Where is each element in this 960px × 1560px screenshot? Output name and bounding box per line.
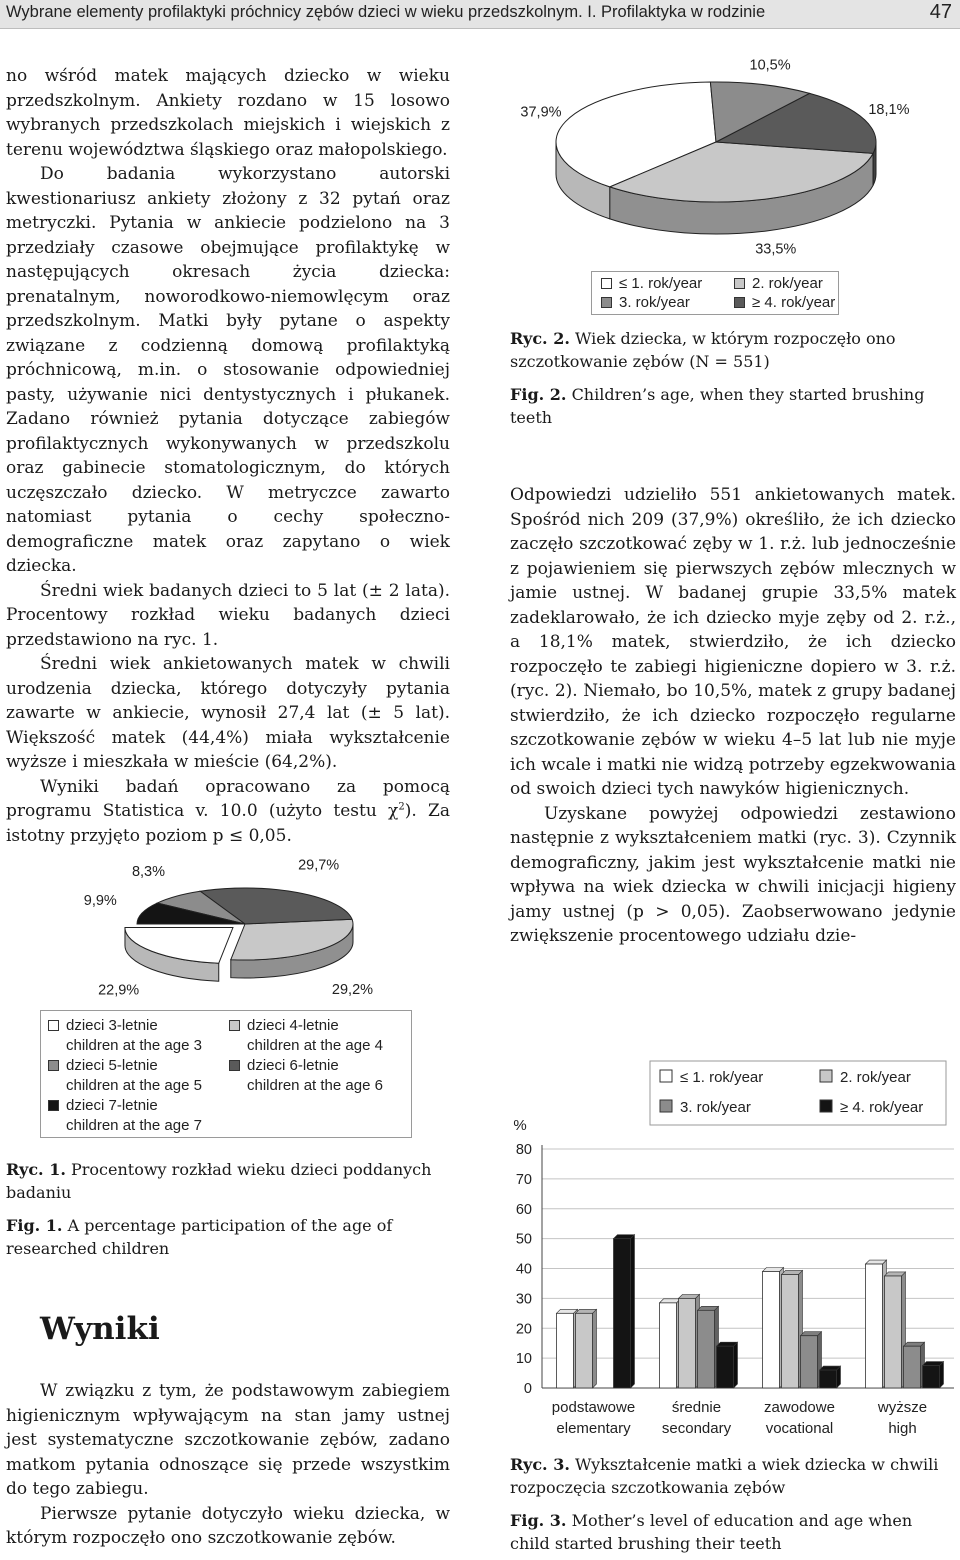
bar-side: [734, 1342, 738, 1388]
x-tick-label: vocational: [765, 1420, 834, 1437]
bar: [885, 1276, 902, 1388]
y-tick-label: 20: [515, 1321, 532, 1338]
age-distribution-pie-chart: [40, 857, 460, 1016]
legend-swatch: [601, 297, 612, 308]
results-text: [6, 1379, 450, 1551]
pie-value-label: 9,9%: [83, 892, 117, 909]
bar: [866, 1264, 883, 1388]
pie-value-label: 18,1%: [868, 102, 910, 119]
bar-legend-swatch: [660, 1100, 672, 1112]
x-tick-label: secondary: [661, 1420, 732, 1437]
bar: [679, 1298, 696, 1388]
paragraph: Uzyskane powyżej odpowiedzi zestawiono następnie z wykształceniem matki (ryc. 3). Czynnik demograficzny, jakim jest wykształcenie matki nie wpływa na wiek dziecka w chwili inicjacji higieny jamy ustnej (p > 0,05). Zaobserwowano jedynie zwiększenie procentowego udziału dzie-: [510, 803, 956, 946]
legend-swatch: [734, 297, 745, 308]
bar-top: [782, 1270, 803, 1274]
x-tick-label: wyższe: [877, 1399, 928, 1416]
bar-top: [885, 1272, 906, 1276]
y-tick-label: 30: [515, 1291, 532, 1308]
legend-label: dzieci 3-letnie children at the age 3: [66, 1017, 202, 1054]
brushing-start-pie-chart: [520, 57, 910, 270]
section-heading-wyniki: Wyniki: [40, 1311, 160, 1347]
brushing-start-legend: [591, 271, 839, 315]
right-column-text: [510, 483, 956, 949]
bar-top: [904, 1342, 925, 1346]
bar-top: [576, 1309, 597, 1313]
x-tick-label: elementary: [556, 1420, 631, 1437]
bar-top: [801, 1332, 822, 1336]
pie-value-label: 29,7%: [298, 857, 340, 874]
bar-legend-swatch: [820, 1070, 832, 1082]
bar: [904, 1346, 921, 1388]
bar-legend-label: 3. rok/year: [680, 1099, 751, 1116]
paragraph: no wśród matek mających dziecko w wieku przedszkolnym. Ankiety rozdano w 15 losowo wybranych przedszkolach miejskich i wiejskich z terenu województwa śląskiego oraz małopolskiego.: [6, 66, 450, 160]
legend-label: dzieci 4-letnie children at the age 4: [247, 1017, 383, 1054]
bar: [698, 1310, 715, 1388]
legend-swatch: [48, 1060, 59, 1071]
paragraph: Pierwsze pytanie dotyczyło wieku dziecka, w którym rozpoczęło ono szczotkowanie zębów.: [6, 1503, 450, 1548]
bar-top: [923, 1362, 944, 1366]
pie-value-label: 33,5%: [755, 241, 797, 258]
bar-top: [660, 1299, 681, 1303]
y-tick-label: 50: [515, 1231, 532, 1248]
bar-top: [698, 1306, 719, 1310]
bar-top: [557, 1309, 578, 1313]
bar-side: [593, 1309, 597, 1388]
bar-legend-swatch: [820, 1100, 832, 1112]
bar-top: [717, 1342, 738, 1346]
bar: [763, 1271, 780, 1388]
bar-legend-swatch: [660, 1070, 672, 1082]
legend-label: 3. rok/year: [619, 294, 690, 311]
education-bar-chart: [500, 1055, 960, 1450]
y-tick-label: 10: [515, 1351, 532, 1368]
paragraph: Odpowiedzi udzieliło 551 ankietowanych matek. Spośród nich 209 (37,9%) określiło, że ich dziecko zaczęło szczotkować zęby w 1. r.ż. lub jednocześnie z pojawieniem się pierwszych zębów mlecznych w jamie ustnej. W badanej grupie 33,5% matek zadeklarowało, że ich dziecko myje zęby od 2. r.ż., a 18,1% matek, stwierdziło, że ich dziecko rozpoczęło te zabiegi higieniczne dopiero w 3. r.ż. (ryc. 2). Niemało, bo 10,5%, matek z grupy badanej stwierdziło, że ich dziecko rozpoczęło regularne szczotkowanie zębów w wieku 4–5 lat lub nie myje ich wcale i matki nie widzą potrzeby egzekwowania od swoich dzieci tych nawyków higienicznych.: [510, 485, 956, 799]
bar: [614, 1239, 631, 1388]
bar: [660, 1303, 677, 1388]
legend-swatch: [734, 278, 745, 289]
y-axis-label: %: [513, 1117, 527, 1134]
bar: [782, 1274, 799, 1388]
pie-value-label: 10,5%: [749, 57, 791, 74]
y-tick-label: 80: [515, 1142, 532, 1158]
bar-legend-label: 2. rok/year: [840, 1069, 911, 1086]
pie-value-label: 29,2%: [331, 982, 374, 999]
bar-side: [940, 1362, 944, 1388]
y-tick-label: 70: [515, 1171, 532, 1188]
bar: [717, 1346, 734, 1388]
bar: [557, 1313, 574, 1388]
x-tick-label: średnie: [671, 1399, 722, 1416]
bar: [820, 1370, 837, 1388]
bar-legend-label: ≥ 4. rok/year: [840, 1099, 924, 1116]
legend-label: ≥ 4. rok/year: [752, 294, 836, 311]
bar-top: [614, 1235, 635, 1239]
fig1-caption: Ryc. 1. Procentowy rozkład wieku dzieci poddanych badaniu Fig. 1. A percentage participation of the age of researched children: [6, 1160, 432, 1258]
bar-top: [820, 1366, 841, 1370]
bar-top: [866, 1260, 887, 1264]
fig2-caption: Ryc. 2. Wiek dziecka, w którym rozpoczęło ono szczotkowanie zębów (N = 551) Fig. 2. Children’s age, when they started brushing teeth: [510, 329, 925, 427]
left-column-text: [6, 64, 450, 848]
x-tick-label: podstawowe: [551, 1399, 636, 1416]
paragraph: Wyniki badań opracowano za pomocą programu Statistica v. 10.0 (użyto testu $\chi^2$). Za istotny przyjęto poziom p ≤ 0,05.: [6, 776, 450, 846]
pie-value-label: 8,3%: [131, 863, 166, 880]
running-title: Wybrane elementy profilaktyki próchnicy zębów dzieci w wieku przedszkolnym. I. Profilaktyka w rodzinie: [6, 3, 766, 21]
legend-swatch: [229, 1060, 240, 1071]
bar: [801, 1336, 818, 1388]
legend-label: ≤ 1. rok/year: [619, 275, 703, 292]
age-distribution-legend: [40, 1010, 412, 1138]
pie-value-label: 37,9%: [520, 104, 562, 121]
bar-legend-label: ≤ 1. rok/year: [680, 1069, 764, 1086]
paragraph: Średni wiek ankietowanych matek w chwili urodzenia dziecka, którego dotyczyły pytania zawarte w ankiecie, wynosił 27,4 lat (± 5 lat). Większość matek (44,4%) miała wykształcenie wyższe i mieszkała w mieście (64,2%).: [6, 654, 450, 772]
bar-side: [631, 1235, 635, 1388]
legend-label: dzieci 5-letnie children at the age 5: [66, 1057, 202, 1094]
bar: [576, 1313, 593, 1388]
legend-label: dzieci 6-letnie children at the age 6: [247, 1057, 383, 1094]
pie-value-label: 22,9%: [98, 982, 140, 999]
paragraph: Średni wiek badanych dzieci to 5 lat (± 2 lata). Procentowy rozkład wieku badanych dzieci przedstawiono na ryc. 1.: [6, 580, 450, 650]
legend-label: dzieci 7-letnie children at the age 7: [66, 1097, 202, 1134]
page-number: 47: [929, 1, 952, 23]
y-tick-label: 40: [515, 1261, 532, 1278]
legend-swatch: [48, 1020, 59, 1031]
bar-top: [679, 1294, 700, 1298]
fig3-caption: Ryc. 3. Wykształcenie matki a wiek dziecka w chwili rozpoczęcia szczotkowania zębów Fig. 3. Mother’s level of education and age when child started brushing their teeth: [510, 1455, 939, 1553]
legend-label: 2. rok/year: [752, 275, 823, 292]
legend-swatch: [229, 1020, 240, 1031]
legend-swatch: [601, 278, 612, 289]
bar-top: [763, 1267, 784, 1271]
paragraph: Do badania wykorzystano autorski kwestionariusz ankiety złożony z 32 pytań oraz metryczki. Pytania w ankiecie podzielono na 3 przedziały czasowe obejmujące profilaktykę w następujących okresach życia dziecka: prenatalnym, noworodkowo-niemowlęcym oraz przedszkolnym. Matki były pytane o aspekty związane z codzienną domową profilaktyką próchnicową, m.in. o stosowanie odpowiedniej pasty, używanie nici dentystycznych i płukanek. Zadano również pytania dotyczące zabiegów profilaktycznych wykonywanych w przedszkolu oraz gabinecie stomatologicznym, do których uczęszczało dziecko. W metryczce zawarto natomiast pytania o cechy społeczno-demograficzne matek oraz zapytano o wiek dziecka.: [6, 164, 450, 576]
y-tick-label: 0: [523, 1381, 532, 1397]
x-tick-label: zawodowe: [764, 1399, 835, 1416]
x-tick-label: high: [888, 1420, 917, 1437]
y-tick-label: 60: [515, 1201, 532, 1218]
bar: [923, 1366, 940, 1388]
legend-swatch: [48, 1100, 59, 1111]
running-header: [0, 0, 960, 29]
paragraph: W związku z tym, że podstawowym zabiegiem higienicznym wpływającym na stan jamy ustnej jest systematyczne szczotkowanie zębów, zadano matkom pytania odnoszące się przede wszystkim do tego zabiegu.: [6, 1381, 450, 1499]
